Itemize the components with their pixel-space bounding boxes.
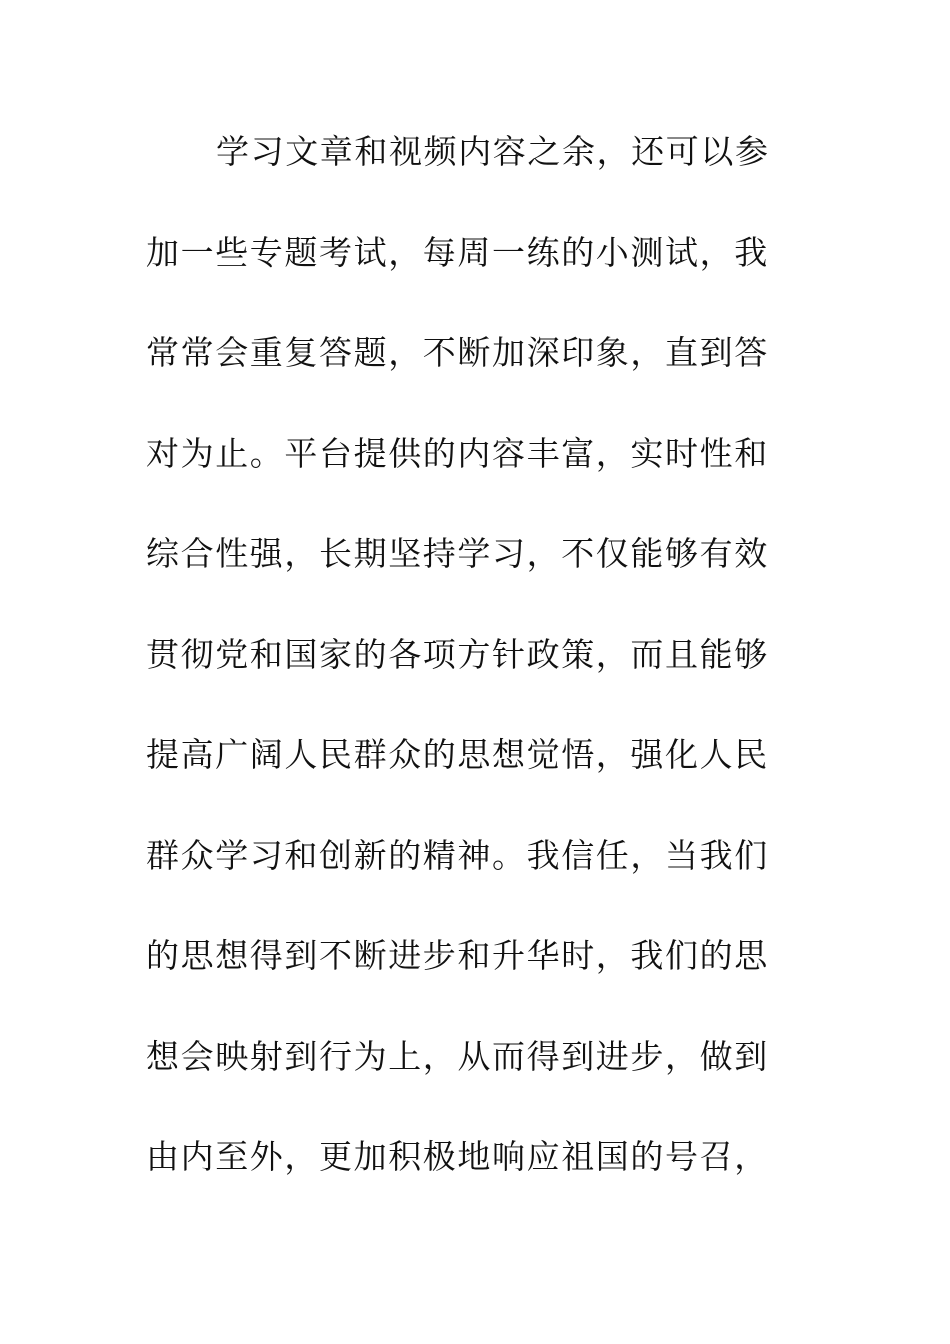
text-line: 加一些专题考试，每周一练的小测试，我 [146, 232, 769, 272]
body-paragraph [146, 122, 786, 1228]
text-line: 对为止。平台提供的内容丰富，实时性和 [146, 433, 769, 473]
text-line: 的思想得到不断进步和升华时，我们的思 [146, 936, 769, 975]
text-line: 贯彻党和国家的各项方针政策，而且能够 [146, 634, 769, 674]
text-line: 学习文章和视频内容之余，还可以参 [216, 132, 770, 171]
text-line: 提高广阔人民群众的思想觉悟，强化人民 [146, 735, 769, 774]
text-line: 想会映射到行为上，从而得到进步，做到 [146, 1036, 769, 1076]
text-line: 常常会重复答题，不断加深印象，直到答 [146, 333, 769, 372]
text-line: 群众学习和创新的精神。我信任，当我们 [146, 835, 769, 875]
text-line: 由内至外，更加积极地响应祖国的号召， [146, 1137, 769, 1176]
text-line: 综合性强，长期坚持学习，不仅能够有效 [146, 534, 769, 573]
